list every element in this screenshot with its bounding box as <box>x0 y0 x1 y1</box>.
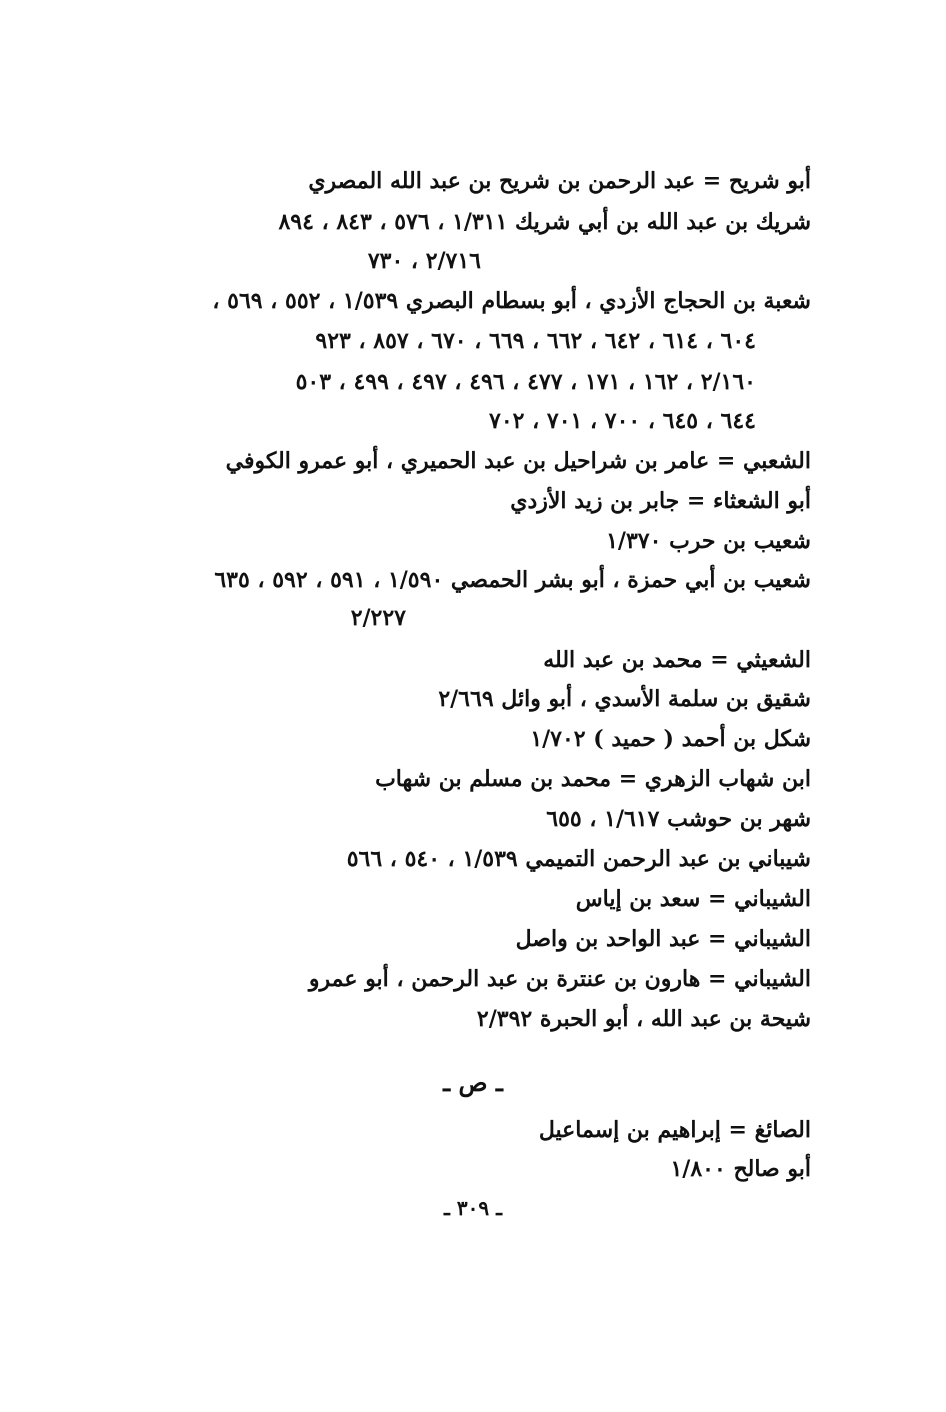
page-number: ـ ٣٠٩ ـ <box>444 1196 502 1220</box>
index-entry: الشيباني = سعد بن إياس <box>575 886 811 912</box>
index-entry: الصائغ = إبراهيم بن إسماعيل <box>538 1117 811 1143</box>
index-entry: شهر بن حوشب ١/٦١٧ ، ٦٥٥ <box>546 806 811 832</box>
index-entry: شقيق بن سلمة الأسدي ، أبو وائل ٢/٦٦٩ <box>438 686 811 712</box>
index-entry: شعيب بن حرب ١/٣٧٠ <box>606 528 811 554</box>
section-heading: ـ ص ـ <box>443 1068 503 1097</box>
index-entry: أبو الشعثاء = جابر بن زيد الأزدي <box>510 488 811 514</box>
index-entry: شيحة بن عبد الله ، أبو الحبرة ٢/٣٩٢ <box>476 1006 811 1032</box>
index-entry-continuation: ٢/٢٢٧ <box>350 605 406 631</box>
index-entry-continuation: ٢/١٦٠ ، ١٦٢ ، ١٧١ ، ٤٧٧ ، ٤٩٦ ، ٤٩٧ ، ٤٩٩ ، ٥٠٣ <box>295 369 756 395</box>
index-entry-continuation: ٦٤٤ ، ٦٤٥ ، ٧٠٠ ، ٧٠١ ، ٧٠٢ <box>489 408 756 434</box>
index-entry: أبو شريح = عبد الرحمن بن شريح بن عبد الله المصري <box>308 168 811 194</box>
index-entry-continuation: ٦٠٤ ، ٦١٤ ، ٦٤٢ ، ٦٦٢ ، ٦٦٩ ، ٦٧٠ ، ٨٥٧ ، ٩٢٣ <box>315 328 756 354</box>
index-entry: الشعبي = عامر بن شراحيل بن عبد الحميري ، أبو عمرو الكوفي <box>225 448 811 474</box>
index-entry: ابن شهاب الزهري = محمد بن مسلم بن شهاب <box>375 766 811 792</box>
index-entry-continuation: ٢/٧١٦ ، ٧٣٠ <box>367 248 481 274</box>
index-entry: شيباني بن عبد الرحمن التميمي ١/٥٣٩ ، ٥٤٠ ، ٥٦٦ <box>346 846 811 872</box>
index-entry: شعيب بن أبي حمزة ، أبو بشر الحمصي ١/٥٩٠ ، ٥٩١ ، ٥٩٢ ، ٦٣٥ <box>214 567 811 593</box>
index-entry: الشيباني = عبد الواحد بن واصل <box>515 926 811 952</box>
index-entry: شكل بن أحمد ( حميد ) ١/٧٠٢ <box>530 726 811 752</box>
index-entry: الشيباني = هارون بن عنترة بن عبد الرحمن ، أبو عمرو <box>308 966 811 992</box>
index-entry: شعبة بن الحجاج الأزدي ، أبو بسطام البصري ١/٥٣٩ ، ٥٥٢ ، ٥٦٩ ، <box>212 288 811 314</box>
index-entry: الشعيثي = محمد بن عبد الله <box>543 647 811 673</box>
index-entry: أبو صالح ١/٨٠٠ <box>670 1156 811 1182</box>
index-entry: شريك بن عبد الله بن أبي شريك ١/٣١١ ، ٥٧٦ ، ٨٤٣ ، ٨٩٤ <box>278 209 811 235</box>
